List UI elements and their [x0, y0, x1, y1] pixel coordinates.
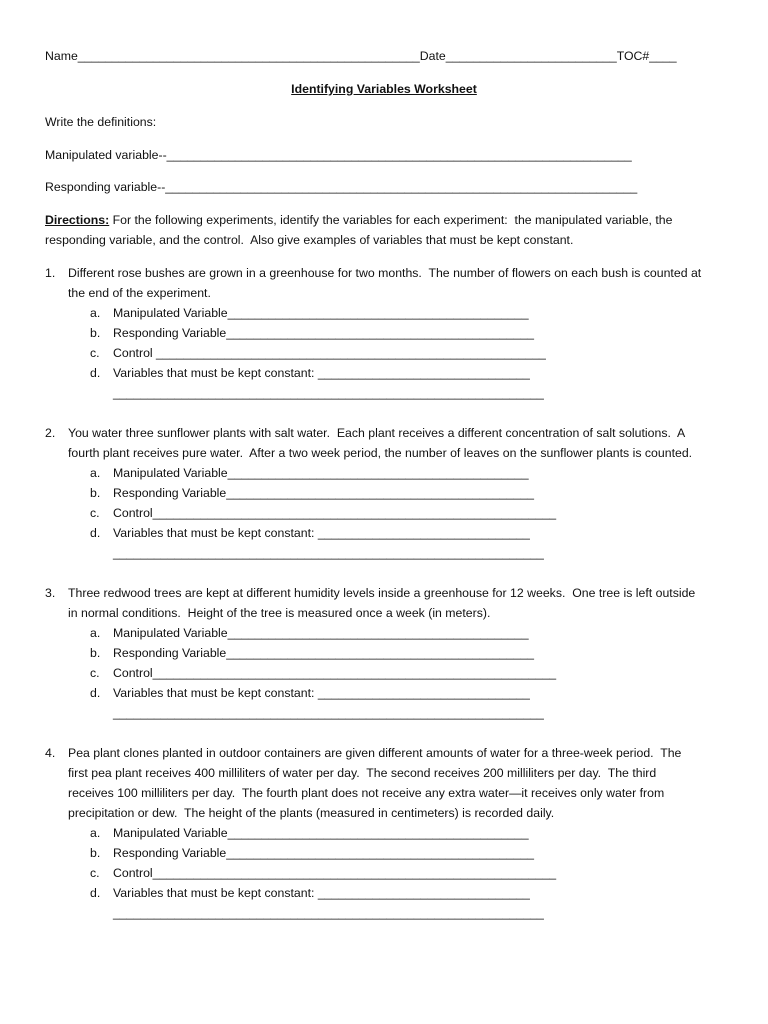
responding-variable-definition-field[interactable]: Responding variable--_____________________________________________________________________	[45, 180, 638, 194]
item-letter: c.	[90, 666, 100, 680]
manipulated-variable-field[interactable]: Manipulated Variable____________________________________________	[113, 626, 529, 640]
constants-extra-line[interactable]: _______________________________________________________________	[113, 906, 544, 920]
constants-extra-line[interactable]: _______________________________________________________________	[113, 546, 544, 560]
directions-label: Directions:	[45, 213, 110, 227]
question-number: 1.	[45, 266, 56, 280]
control-field[interactable]: Control___________________________________________________________	[113, 666, 557, 680]
item-letter: d.	[90, 686, 101, 700]
question-text-line: Pea plant clones planted in outdoor containers are given different amounts of water for a three-week period. The	[68, 746, 682, 760]
responding-variable-field[interactable]: Responding Variable_____________________________________________	[113, 646, 535, 660]
manipulated-variable-field[interactable]: Manipulated Variable____________________________________________	[113, 466, 529, 480]
question-number: 2.	[45, 426, 56, 440]
definitions-prompt: Write the definitions:	[45, 115, 157, 129]
question-text-line: the end of the experiment.	[68, 286, 211, 300]
directions-line-1	[45, 212, 672, 228]
question-text-line: precipitation or dew. The height of the plants (measured in centimeters) is recorded daily.	[68, 806, 555, 820]
item-letter: b.	[90, 486, 101, 500]
question-text-line: Three redwood trees are kept at different humidity levels inside a greenhouse for 12 weeks. One tree is left outside	[68, 586, 696, 600]
question-text-line: Different rose bushes are grown in a greenhouse for two months. The number of flowers on each bush is counted at	[68, 266, 702, 280]
item-letter: c.	[90, 346, 100, 360]
constants-field[interactable]: Variables that must be kept constant: _______________________________	[113, 526, 530, 540]
item-letter: d.	[90, 886, 101, 900]
item-letter: a.	[90, 626, 101, 640]
responding-variable-field[interactable]: Responding Variable_____________________________________________	[113, 326, 535, 340]
constants-extra-line[interactable]: _______________________________________________________________	[113, 706, 544, 720]
constants-extra-line[interactable]: _______________________________________________________________	[113, 386, 544, 400]
item-letter: b.	[90, 326, 101, 340]
item-letter: b.	[90, 646, 101, 660]
item-letter: d.	[90, 366, 101, 380]
directions-text-1: For the following experiments, identify the variables for each experiment: the manipulated variable, the	[109, 213, 673, 227]
directions-text-2: responding variable, and the control. Also give examples of variables that must be kept constant.	[45, 233, 574, 247]
responding-variable-field[interactable]: Responding Variable_____________________________________________	[113, 486, 535, 500]
manipulated-variable-field[interactable]: Manipulated Variable____________________________________________	[113, 306, 529, 320]
item-letter: c.	[90, 866, 100, 880]
item-letter: d.	[90, 526, 101, 540]
item-letter: a.	[90, 826, 101, 840]
item-letter: c.	[90, 506, 100, 520]
item-letter: a.	[90, 306, 101, 320]
question-text-line: receives 100 milliliters per day. The fourth plant does not receive any extra water—it receives only water from	[68, 786, 665, 800]
manipulated-variable-field[interactable]: Manipulated Variable____________________________________________	[113, 826, 529, 840]
manipulated-variable-definition-field[interactable]: Manipulated variable--____________________________________________________________________	[45, 148, 632, 162]
item-letter: b.	[90, 846, 101, 860]
question-number: 3.	[45, 586, 56, 600]
control-field[interactable]: Control___________________________________________________________	[113, 866, 557, 880]
page-title: Identifying Variables Worksheet	[291, 82, 477, 96]
question-number: 4.	[45, 746, 56, 760]
responding-variable-field[interactable]: Responding Variable_____________________________________________	[113, 846, 535, 860]
control-field[interactable]: Control _________________________________________________________	[113, 346, 546, 360]
name-date-toc-line[interactable]: Name__________________________________________________Date_________________________TOC#____	[45, 49, 677, 63]
item-letter: a.	[90, 466, 101, 480]
question-text-line: fourth plant receives pure water. After a two week period, the number of leaves on the sunflower plants is counted.	[68, 446, 693, 460]
constants-field[interactable]: Variables that must be kept constant: _______________________________	[113, 886, 530, 900]
question-text-line: first pea plant receives 400 milliliters of water per day. The second receives 200 milliliters per day. The third	[68, 766, 657, 780]
question-text-line: in normal conditions. Height of the tree is measured once a week (in meters).	[68, 606, 491, 620]
constants-field[interactable]: Variables that must be kept constant: _______________________________	[113, 686, 530, 700]
control-field[interactable]: Control___________________________________________________________	[113, 506, 557, 520]
constants-field[interactable]: Variables that must be kept constant: _______________________________	[113, 366, 530, 380]
question-text-line: You water three sunflower plants with salt water. Each plant receives a different concentration of salt solutions. A	[68, 426, 686, 440]
